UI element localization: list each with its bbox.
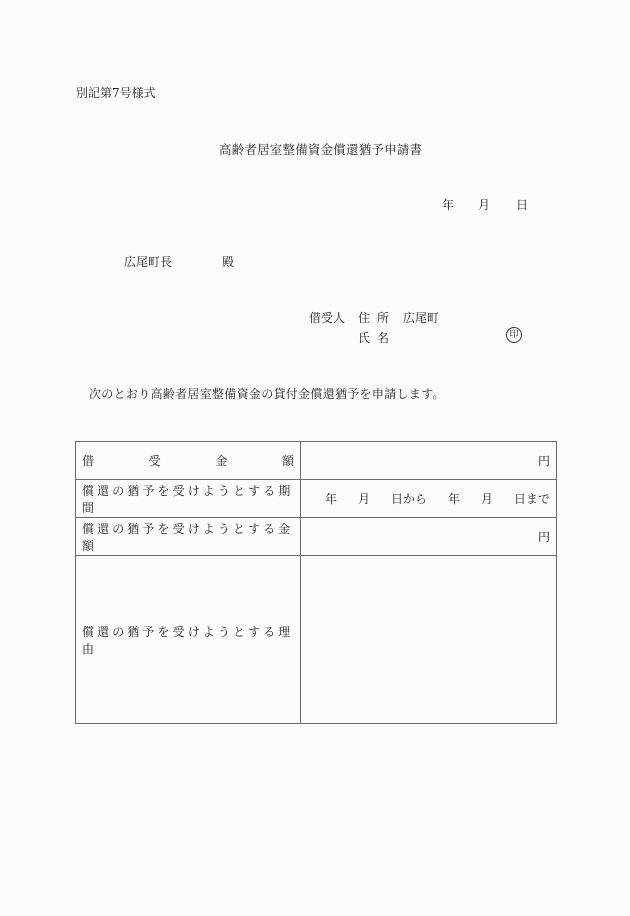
yen-suffix: 円 bbox=[537, 530, 550, 544]
borrower-address-row bbox=[309, 312, 529, 332]
loan-amount-field[interactable] bbox=[301, 442, 557, 480]
date-year-label: 年 bbox=[442, 198, 455, 212]
table-row-deferral-amount bbox=[76, 518, 557, 556]
yen-suffix: 円 bbox=[537, 454, 550, 468]
period-to-day: 日まで bbox=[513, 492, 550, 506]
address-value[interactable]: 広尾町 bbox=[403, 311, 440, 325]
label-char: 借 bbox=[82, 454, 95, 468]
deferral-reason-field[interactable] bbox=[301, 556, 557, 724]
period-to-month: 月 bbox=[480, 492, 493, 506]
intro-sentence: 次のとおり高齢者居室整備資金の貸付金償還猶予を申請します。 bbox=[89, 387, 445, 401]
document-title: 高齢者居室整備資金償還猶予申請書 bbox=[219, 142, 423, 157]
table-row-deferral-reason bbox=[76, 556, 557, 724]
deferral-period-field[interactable] bbox=[301, 480, 557, 518]
deferral-amount-label: 償還の猶予を受けようとする金額 bbox=[76, 518, 301, 556]
table-row-deferral-period bbox=[76, 480, 557, 518]
deferral-period-label: 償還の猶予を受けようとする期間 bbox=[76, 480, 301, 518]
period-from-day: 日から bbox=[390, 492, 427, 506]
borrower-role-label: 借受人 bbox=[309, 311, 346, 325]
period-from-year: 年 bbox=[325, 492, 338, 506]
form-number: 別記第7号様式 bbox=[76, 86, 156, 100]
borrower-name-row bbox=[309, 332, 529, 352]
deferral-application-table bbox=[75, 441, 557, 724]
label-char: 金 bbox=[215, 454, 228, 468]
application-date bbox=[442, 199, 528, 211]
label-char: 受 bbox=[148, 454, 161, 468]
date-day-label: 日 bbox=[516, 198, 529, 212]
loan-amount-label bbox=[76, 442, 301, 480]
borrower-block bbox=[309, 312, 529, 352]
period-to-year: 年 bbox=[447, 492, 460, 506]
deferral-amount-field[interactable] bbox=[301, 518, 557, 556]
date-month-label: 月 bbox=[478, 198, 491, 212]
addressee-name: 広尾町長 bbox=[124, 255, 173, 269]
deferral-reason-label: 償還の猶予を受けようとする理由 bbox=[76, 556, 301, 724]
seal-stamp-icon: 印 bbox=[506, 327, 522, 343]
period-from-month: 月 bbox=[357, 492, 370, 506]
name-label: 氏名 bbox=[358, 331, 397, 345]
label-char: 額 bbox=[281, 454, 294, 468]
addressee-honorific: 殿 bbox=[222, 255, 235, 269]
table-row-loan-amount bbox=[76, 442, 557, 480]
addressee bbox=[124, 256, 234, 268]
address-label: 住所 bbox=[358, 311, 397, 325]
